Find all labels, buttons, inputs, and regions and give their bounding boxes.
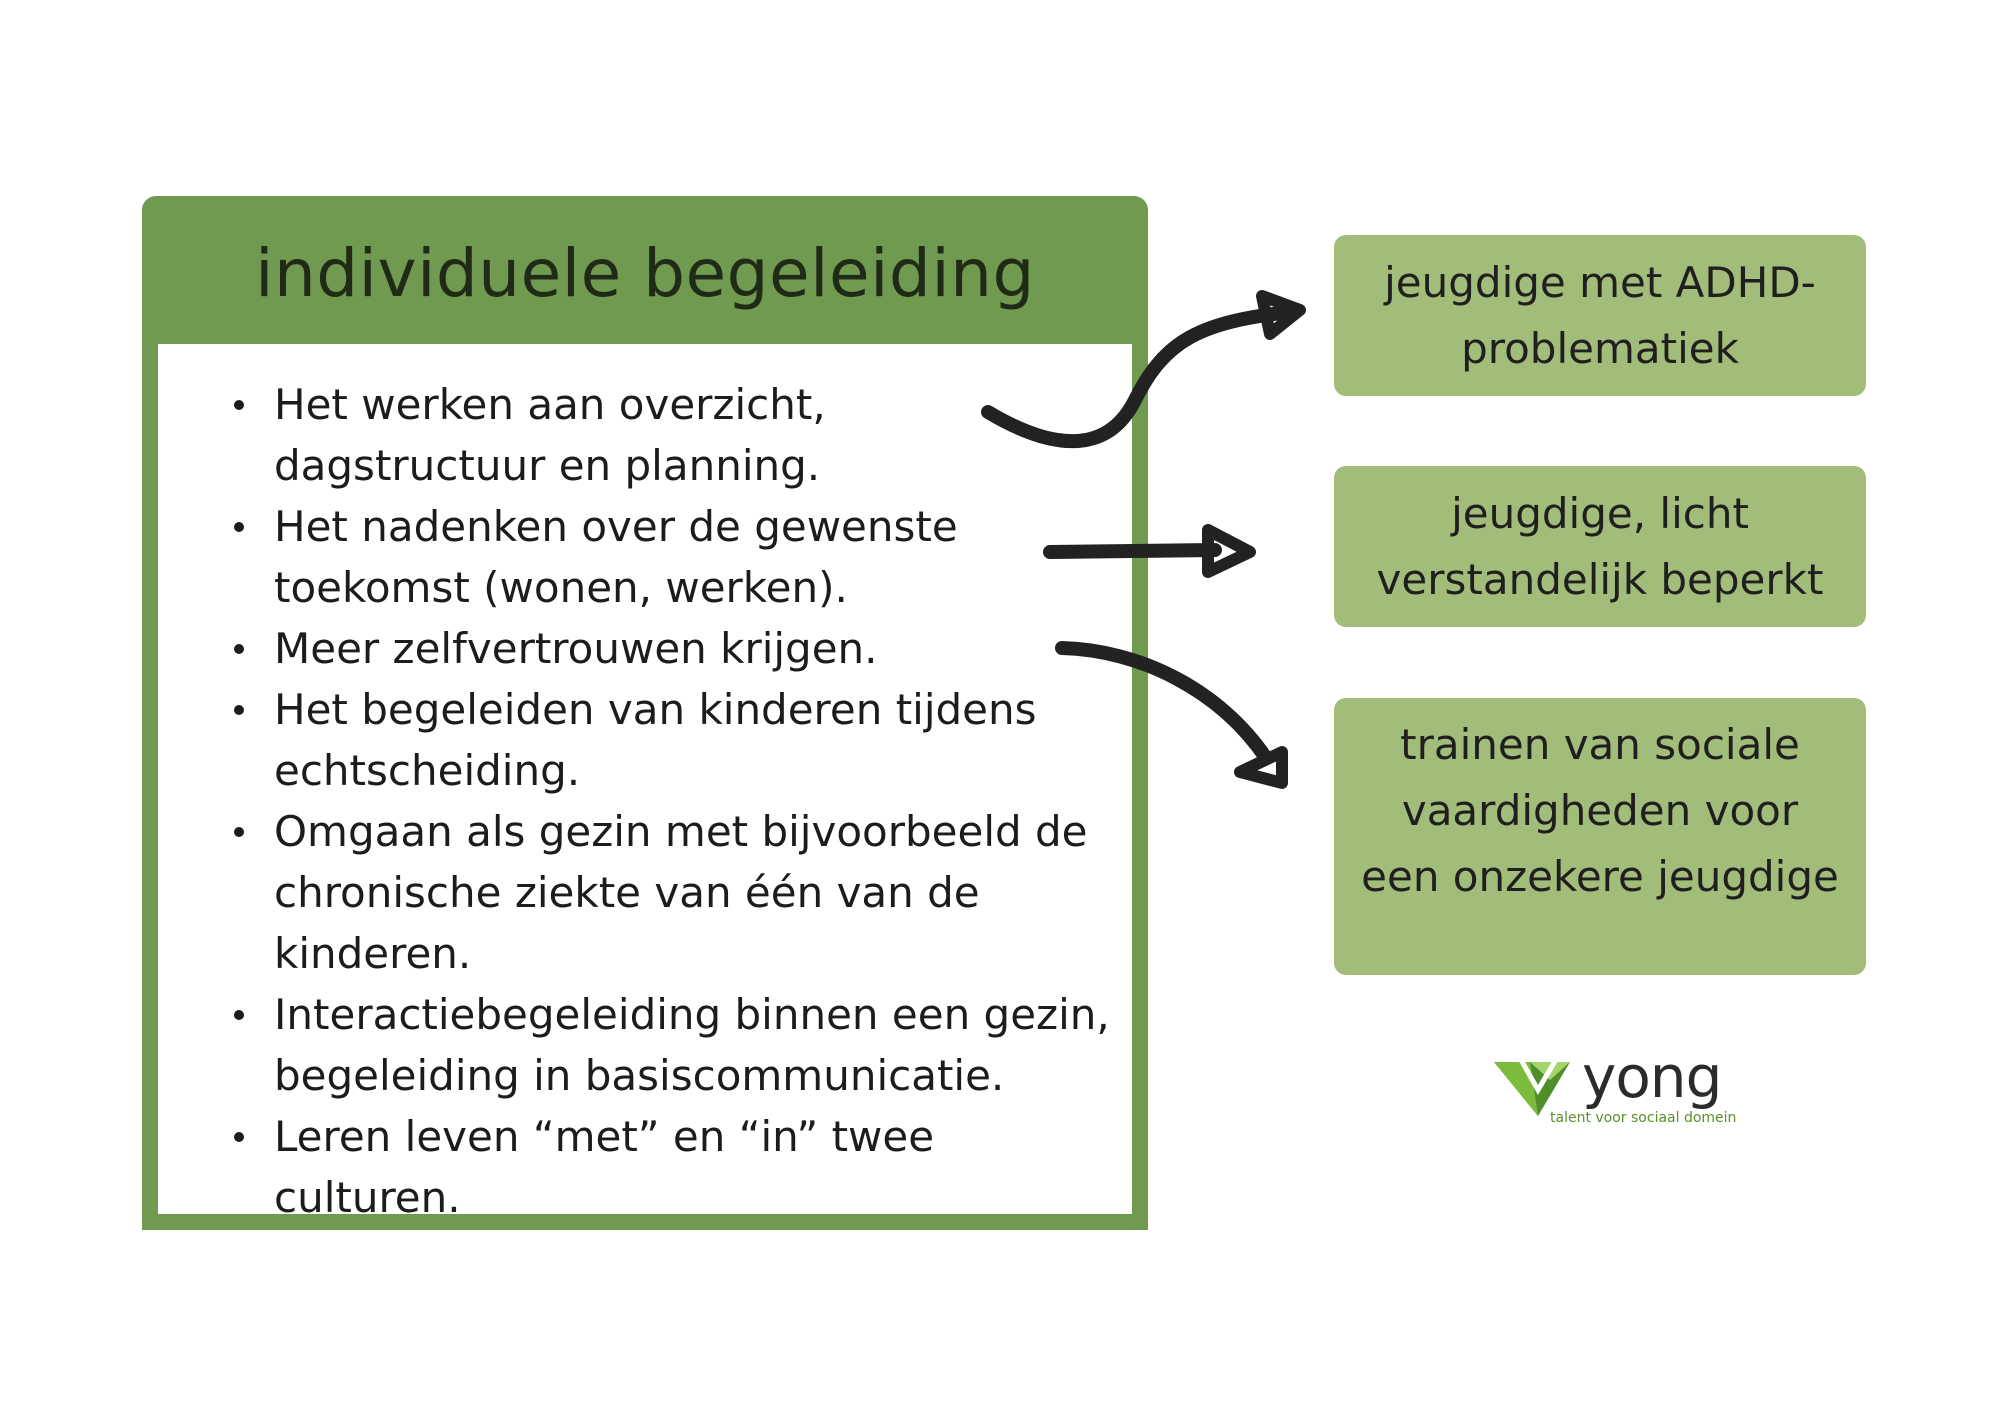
list-item-text: Omgaan als gezin met bijvoorbeeld de chronische ziekte van één van de kinderen.	[274, 807, 1088, 978]
arrow-1	[988, 312, 1290, 441]
target-box-label: jeugdige met ADHD- problematiek	[1384, 257, 1816, 373]
target-box-label: trainen van sociale vaardigheden voor een onzekere jeugdige	[1361, 720, 1839, 901]
list-item-text: Interactiebegeleiding binnen een gezin, begeleiding in basiscommunicatie.	[274, 990, 1110, 1100]
arrow-2	[1050, 550, 1215, 552]
arrow-3	[1062, 648, 1266, 758]
list-item-text: Het begeleiden van kinderen tijdens echtscheiding.	[274, 685, 1037, 795]
target-box-label: jeugdige, licht verstandelijk beperkt	[1376, 488, 1824, 604]
list-item-text: Het werken aan overzicht, dagstructuur en planning.	[274, 380, 826, 490]
list-item-text: Leren leven “met” en “in” twee culturen.	[274, 1112, 935, 1222]
yong-logo	[1490, 1043, 1737, 1130]
list-item-text: Het nadenken over de gewenste toekomst (wonen, werken).	[274, 502, 958, 612]
arrowhead-3-icon	[1240, 752, 1282, 783]
logo-wordmark: yong	[1582, 1043, 1722, 1111]
logo-tagline: talent voor sociaal domein	[1550, 1110, 1737, 1126]
main-title: individuele begeleiding	[255, 235, 1035, 312]
target-box-adhd	[1334, 235, 1866, 396]
list-item-text: Meer zelfvertrouwen krijgen.	[274, 624, 878, 673]
target-box-sociale-vaardigheden	[1334, 698, 1866, 975]
target-box-licht-verstandelijk	[1334, 466, 1866, 627]
